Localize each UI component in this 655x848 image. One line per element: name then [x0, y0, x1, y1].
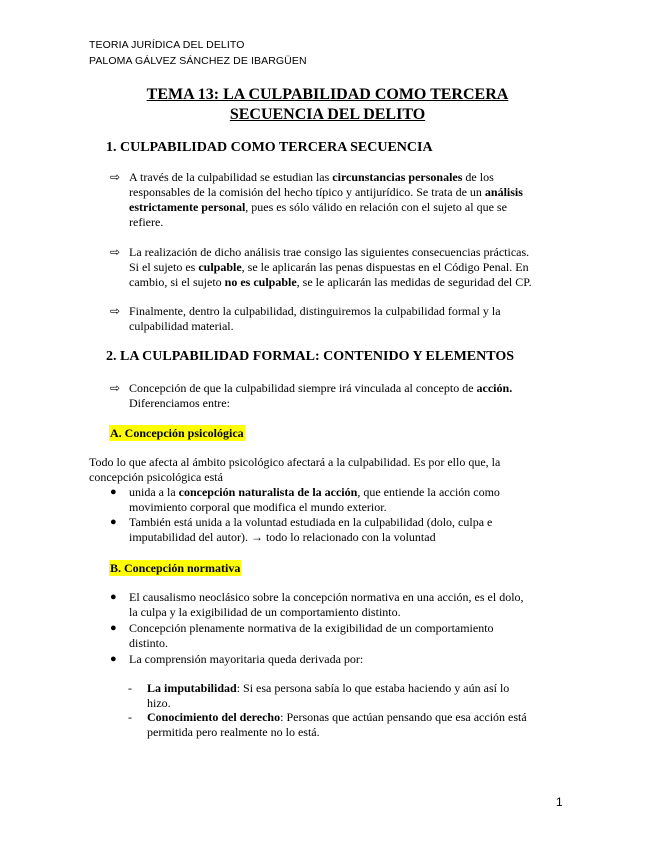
s1-p3-line2: culpabilidad material. [129, 319, 234, 333]
bullet-icon: ● [110, 622, 117, 634]
sa-intro-line2: concepción psicológica está [89, 470, 223, 484]
s1-p1-line4: refiere. [129, 215, 164, 229]
page-title-line1: TEMA 13: LA CULPABILIDAD COMO TERCERA [146, 86, 509, 103]
page-number: 1 [556, 795, 563, 809]
s1-p2-line2: Si el sujeto es culpable, se le aplicarán las penas dispuestas en el Código Penal. En [129, 260, 529, 274]
sa-b2-line2: imputabilidad del autor). → todo lo relacionado con la voluntad [129, 530, 436, 544]
sb-d1-line2: hizo. [147, 696, 171, 710]
section1-heading: 1. CULPABILIDAD COMO TERCERA SECUENCIA [106, 140, 433, 155]
sb-b2-line1: Concepción plenamente normativa de la exigibilidad de un comportamiento [129, 621, 494, 635]
arrow-icon: ⇨ [110, 170, 121, 184]
s1-p3-line1: Finalmente, dentro la culpabilidad, distinguiremos la culpabilidad formal y la [129, 304, 501, 318]
bullet-icon: ● [110, 516, 117, 528]
header-author: PALOMA GÁLVEZ SÁNCHEZ DE IBARGÜEN [89, 55, 307, 67]
bullet-icon: ● [110, 653, 117, 665]
s1-p1-line1: A través de la culpabilidad se estudian las circunstancias personales de los [129, 170, 494, 184]
subheading-normative: B. Concepción normativa [110, 561, 241, 575]
sa-b1-line2: movimiento corporal que modifica el mundo exterior. [129, 500, 387, 514]
s1-p1-line3: estrictamente personal, pues es sólo válido en relación con el sujeto al que se [129, 200, 507, 214]
sb-b3-line1: La comprensión mayoritaria queda derivada por: [129, 652, 364, 666]
header-course: TEORIA JURÍDICA DEL DELITO [89, 39, 245, 51]
sa-b1-line1: unida a la concepción naturalista de la acción, que entiende la acción como [129, 485, 500, 499]
s2-p1-line1: Concepción de que la culpabilidad siempre irá vinculada al concepto de acción. [129, 381, 513, 395]
sb-b1-line2: la culpa y la exigibilidad de un comportamiento distinto. [129, 605, 401, 619]
sb-b2-line2: distinto. [129, 636, 169, 650]
sb-d2-line1: Conocimiento del derecho: Personas que actúan pensando que esa acción está [147, 710, 527, 724]
bullet-icon: ● [110, 486, 117, 498]
sb-d2-line2: permitida pero realmente no lo está. [147, 725, 320, 739]
s1-p1-line2: responsables de la comisión del hecho típico y antijurídico. Se trata de un análisis [129, 185, 523, 199]
s2-p1-line2: Diferenciamos entre: [129, 396, 230, 410]
sb-d1-line1: La imputabilidad: Si esa persona sabía lo que estaba haciendo y aún así lo [147, 681, 510, 695]
sb-b1-line1: El causalismo neoclásico sobre la concepción normativa en una acción, es el dolo, [129, 590, 524, 604]
section2-heading: 2. LA CULPABILIDAD FORMAL: CONTENIDO Y ELEMENTOS [106, 349, 514, 364]
arrow-icon: ⇨ [110, 381, 121, 395]
sa-b2-line1: También está unida a la voluntad estudiada en la culpabilidad (dolo, culpa e [129, 515, 493, 529]
subheading-psychological: A. Concepción psicológica [110, 426, 244, 440]
dash-icon: - [128, 681, 132, 695]
page-title-line2: SECUENCIA DEL DELITO [229, 106, 426, 123]
arrow-icon: ⇨ [110, 304, 121, 318]
bullet-icon: ● [110, 591, 117, 603]
sa-intro-line1: Todo lo que afecta al ámbito psicológico afectará a la culpabilidad. Es por ello que, la [89, 455, 501, 469]
s1-p2-line3: cambio, si el sujeto no es culpable, se le aplicarán las medidas de seguridad del CP. [129, 275, 532, 289]
dash-icon: - [128, 710, 132, 724]
arrow-icon: ⇨ [110, 245, 121, 259]
s1-p2-line1: La realización de dicho análisis trae consigo las siguientes consecuencias prácticas. [129, 245, 530, 259]
